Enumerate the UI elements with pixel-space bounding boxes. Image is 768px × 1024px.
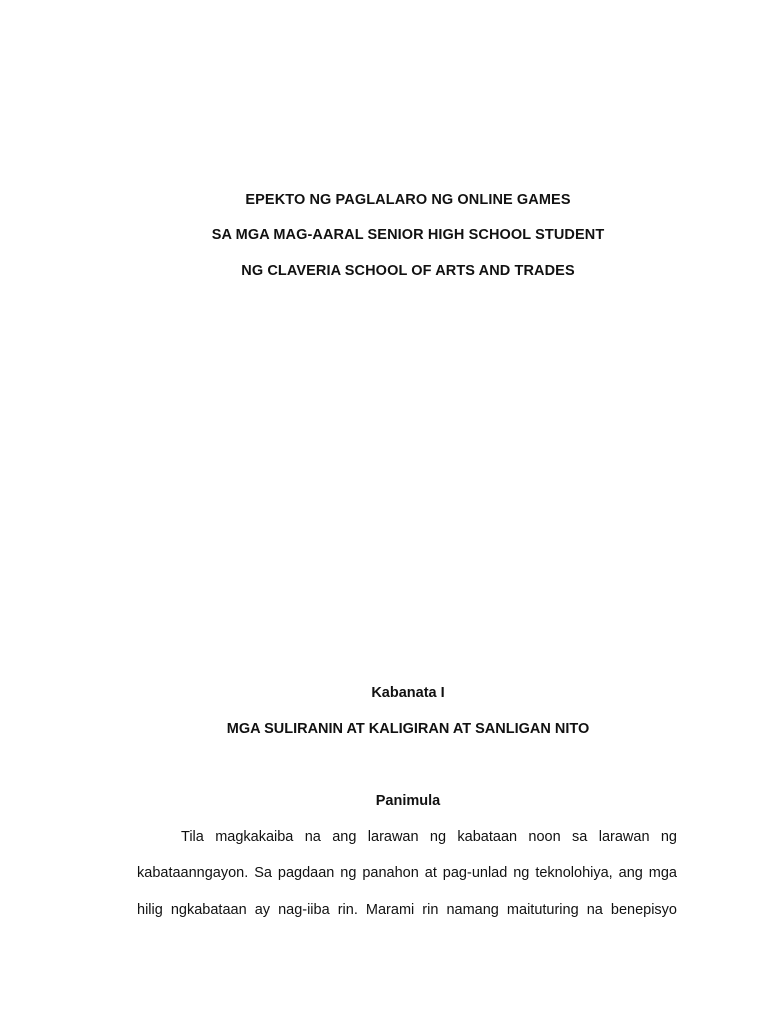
section-heading: Panimula: [375, 793, 441, 809]
chapter-label: Kabanata I: [371, 685, 445, 701]
document-title-line-3: NG CLAVERIA SCHOOL OF ARTS AND TRADES: [241, 263, 575, 279]
chapter-title: MGA SULIRANIN AT KALIGIRAN AT SANLIGAN NITO: [226, 721, 590, 737]
document-title-line-2: SA MGA MAG-AARAL SENIOR HIGH SCHOOL STUDENT: [211, 227, 605, 243]
paragraph-line-1: Tila magkakaiba na ang larawan ng kabataan noon sa larawan ng: [181, 829, 677, 845]
paragraph-line-3: hilig ngkabataan ay nag-iiba rin. Marami rin namang maituturing na benepisyo: [137, 902, 677, 918]
paragraph-line-2: kabataanngayon. Sa pagdaan ng panahon at pag-unlad ng teknolohiya, ang mga: [137, 865, 677, 881]
document-title-line-1: EPEKTO NG PAGLALARO NG ONLINE GAMES: [245, 192, 571, 208]
